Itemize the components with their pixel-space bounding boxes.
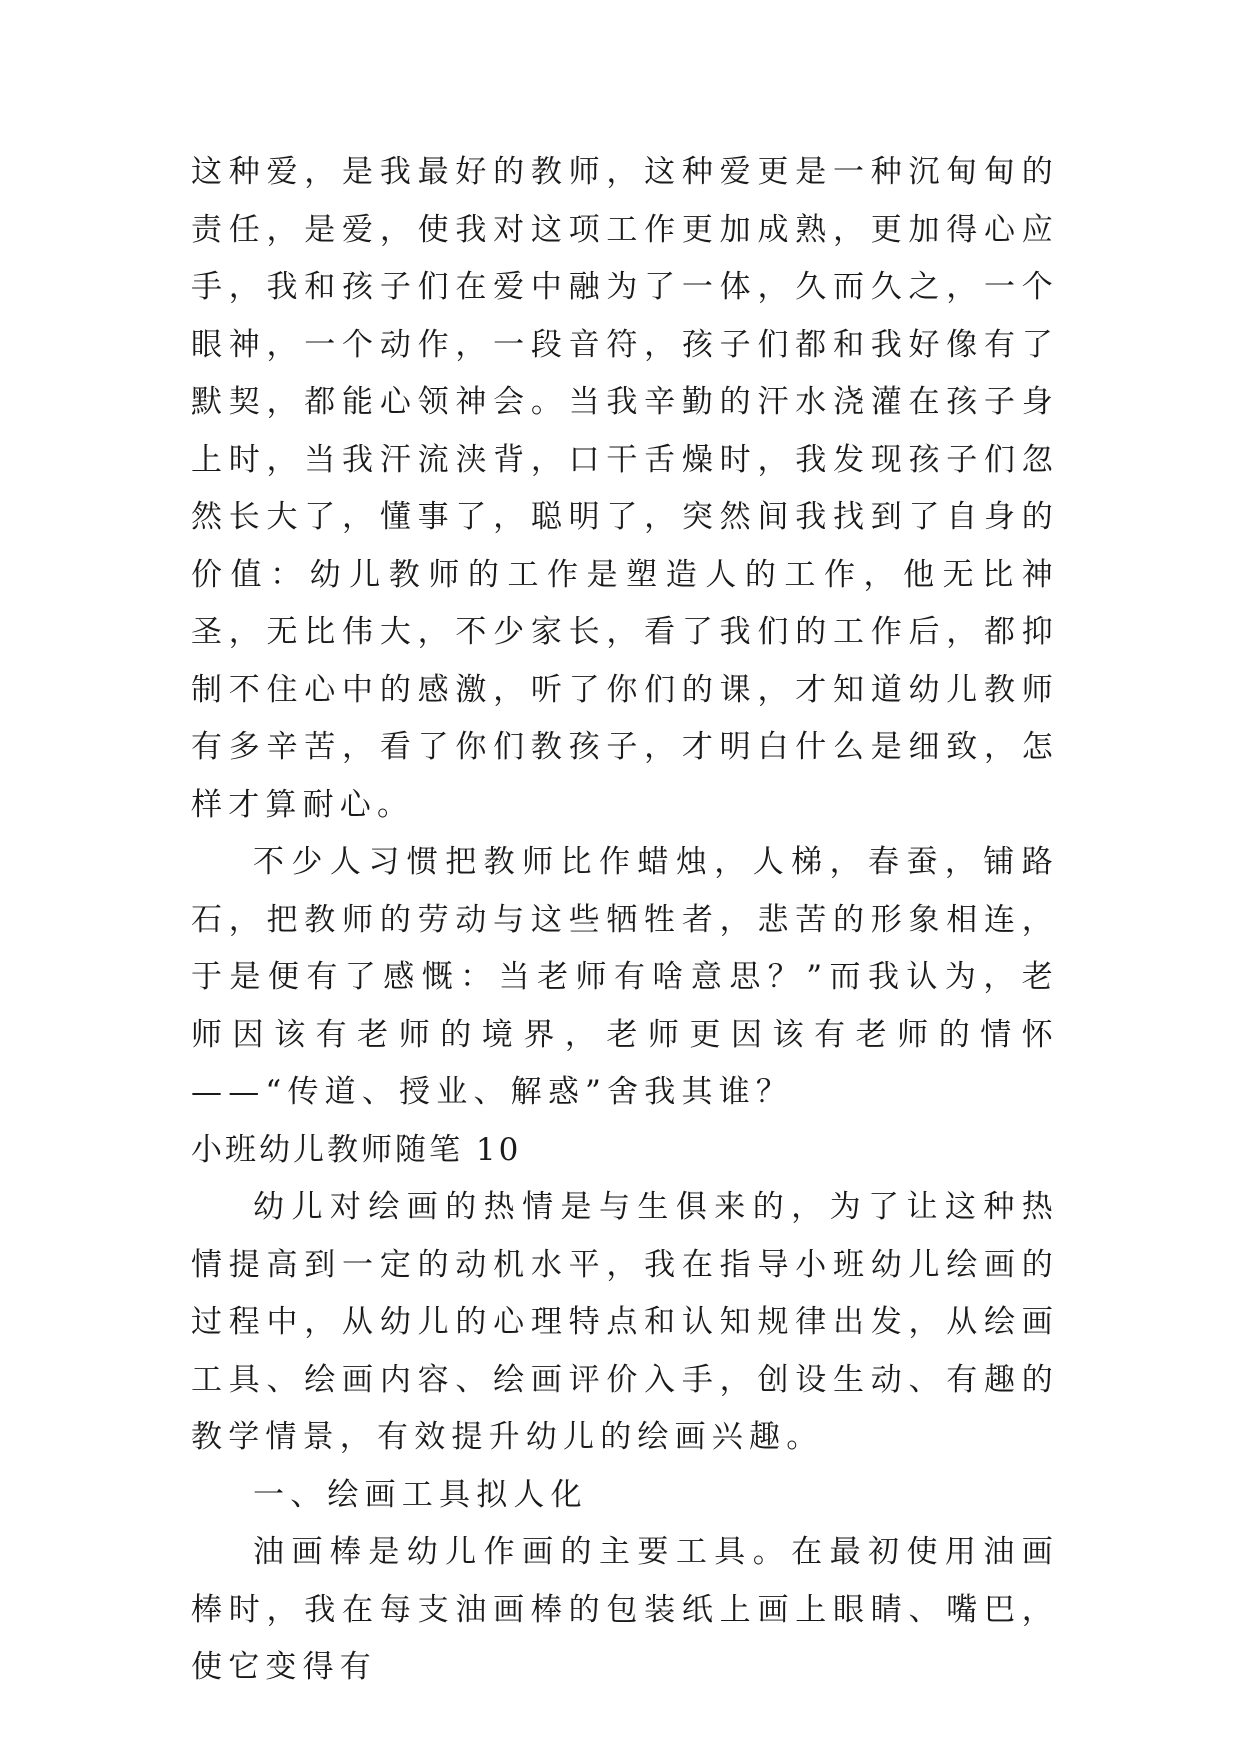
- section-title: 小班幼儿教师随笔 10: [191, 1131, 522, 1168]
- document-page: [191, 144, 1059, 1697]
- paragraph: 油画棒是幼儿作画的主要工具。在最初使用油画棒时，我在每支油画棒的包装纸上画上眼睛、嘴巴， 使它变得有: [191, 1534, 1059, 1685]
- paragraph: 这种爱，是我最好的教师，这种爱更是一种沉甸甸的责任，是爱，使我对这项工作更加成熟，更加得心应手，我和孩子们在爱中融为了一体，久而久之，一个眼神，一个动作，一段音符，孩子们都和我好像有了默契，都能心领神会。当我辛勤的汗水浇灌在孩子身上时，当我汗流浃背，口干舌燥时，我发现孩子们忽然长大了，懂事了，聪明了，突然间我找到了自身的价值：幼儿教师的工作是塑造人的工作，他无比神圣，无比伟大，不少家长，看了我们的工作后，都抑制不住心中的感激，听了你们的课，才知道幼儿教师有多辛苦，看了你们教孩子，才明白什么是细致，怎样才算耐心。: [191, 154, 1059, 823]
- subheading: 一、绘画工具拟人化: [253, 1476, 588, 1513]
- paragraph: 不少人习惯把教师比作蜡烛，人梯，春蚕，铺路石，把教师的劳动与这些牺牲者，悲苦的形象相连，于是便有了感慨：当老师有啥意思？”而我认为，老师因该有老师的境界，老师更因该有老师的情怀——“传道、授业、解惑”舍我其谁？: [191, 844, 1059, 1110]
- paragraph: 幼儿对绘画的热情是与生俱来的，为了让这种热情提高到一定的动机水平，我在指导小班幼儿绘画的过程中，从幼儿的心理特点和认知规律出发，从绘画工具、绘画内容、绘画评价入手，创设生动、有趣的教学情景，有效提升幼儿的绘画兴趣。: [191, 1189, 1059, 1455]
